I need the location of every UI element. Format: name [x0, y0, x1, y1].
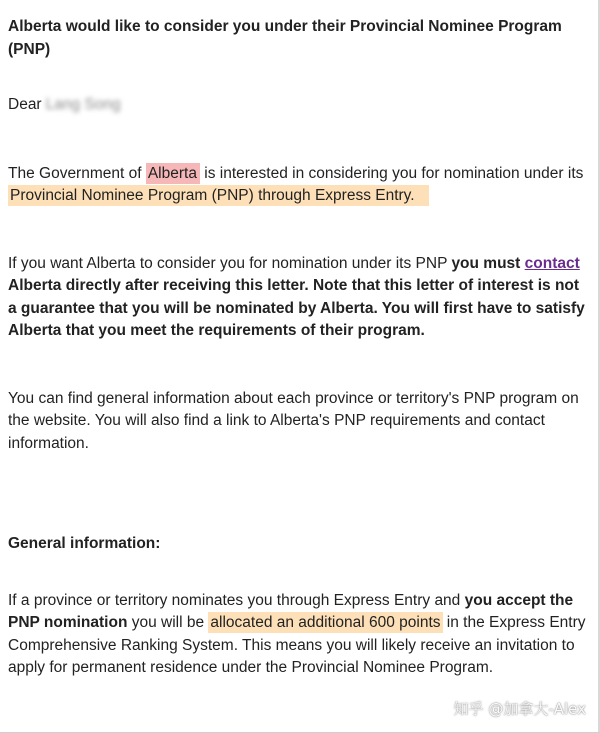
contact-pre: If you want Alberta to consider you for nomination under its PNP	[8, 254, 452, 272]
points-mid: you will be	[127, 614, 209, 631]
intro-mid: is interested in considering you for nomination under its	[204, 164, 584, 182]
highlight-province: Alberta	[146, 163, 200, 184]
intro-pre: The Government of	[8, 164, 146, 182]
points-pre: If a province or territory nominates you through Express Entry and	[8, 591, 465, 609]
contact-link[interactable]: contact	[524, 254, 580, 272]
points-bold: you accept the PNP nomination	[8, 591, 574, 631]
paragraph-intro	[8, 163, 588, 208]
paragraph-points	[8, 590, 588, 680]
paragraph-website: You can find general information about each province or territory's PNP program on the website. You will also find a link to Alberta's PNP requirements and contact information.	[8, 389, 579, 452]
email-title: Alberta would like to consider you under their Provincial Nominee Program (PNP)	[8, 18, 562, 58]
highlight-points: allocated an additional 600 points	[210, 614, 441, 631]
paragraph-contact	[8, 253, 588, 343]
highlight-program: Provincial Nominee Program (PNP) through Express Entry.	[8, 185, 429, 206]
email-body	[8, 16, 588, 680]
contact-bold-2: Alberta directly after receiving this letter. Note that this letter of interest is not a guarantee that you will be nominated by Alberta. You will first have to satisfy Alberta that you meet the requirements of their program.	[8, 277, 585, 339]
contact-bold-1: you must	[451, 254, 521, 272]
points-post: in the Express Entry Comprehensive Ranking System. This means you will likely receive an invitation to apply for permanent residence under the Provincial Nominee Program.	[8, 614, 586, 676]
watermark: 知乎 @加拿大-Alex	[453, 700, 586, 718]
general-info-heading: General information:	[8, 535, 161, 552]
salutation-line	[8, 94, 588, 117]
salutation: Dear	[8, 96, 42, 113]
recipient-name-redacted: Lang Song	[45, 96, 121, 113]
